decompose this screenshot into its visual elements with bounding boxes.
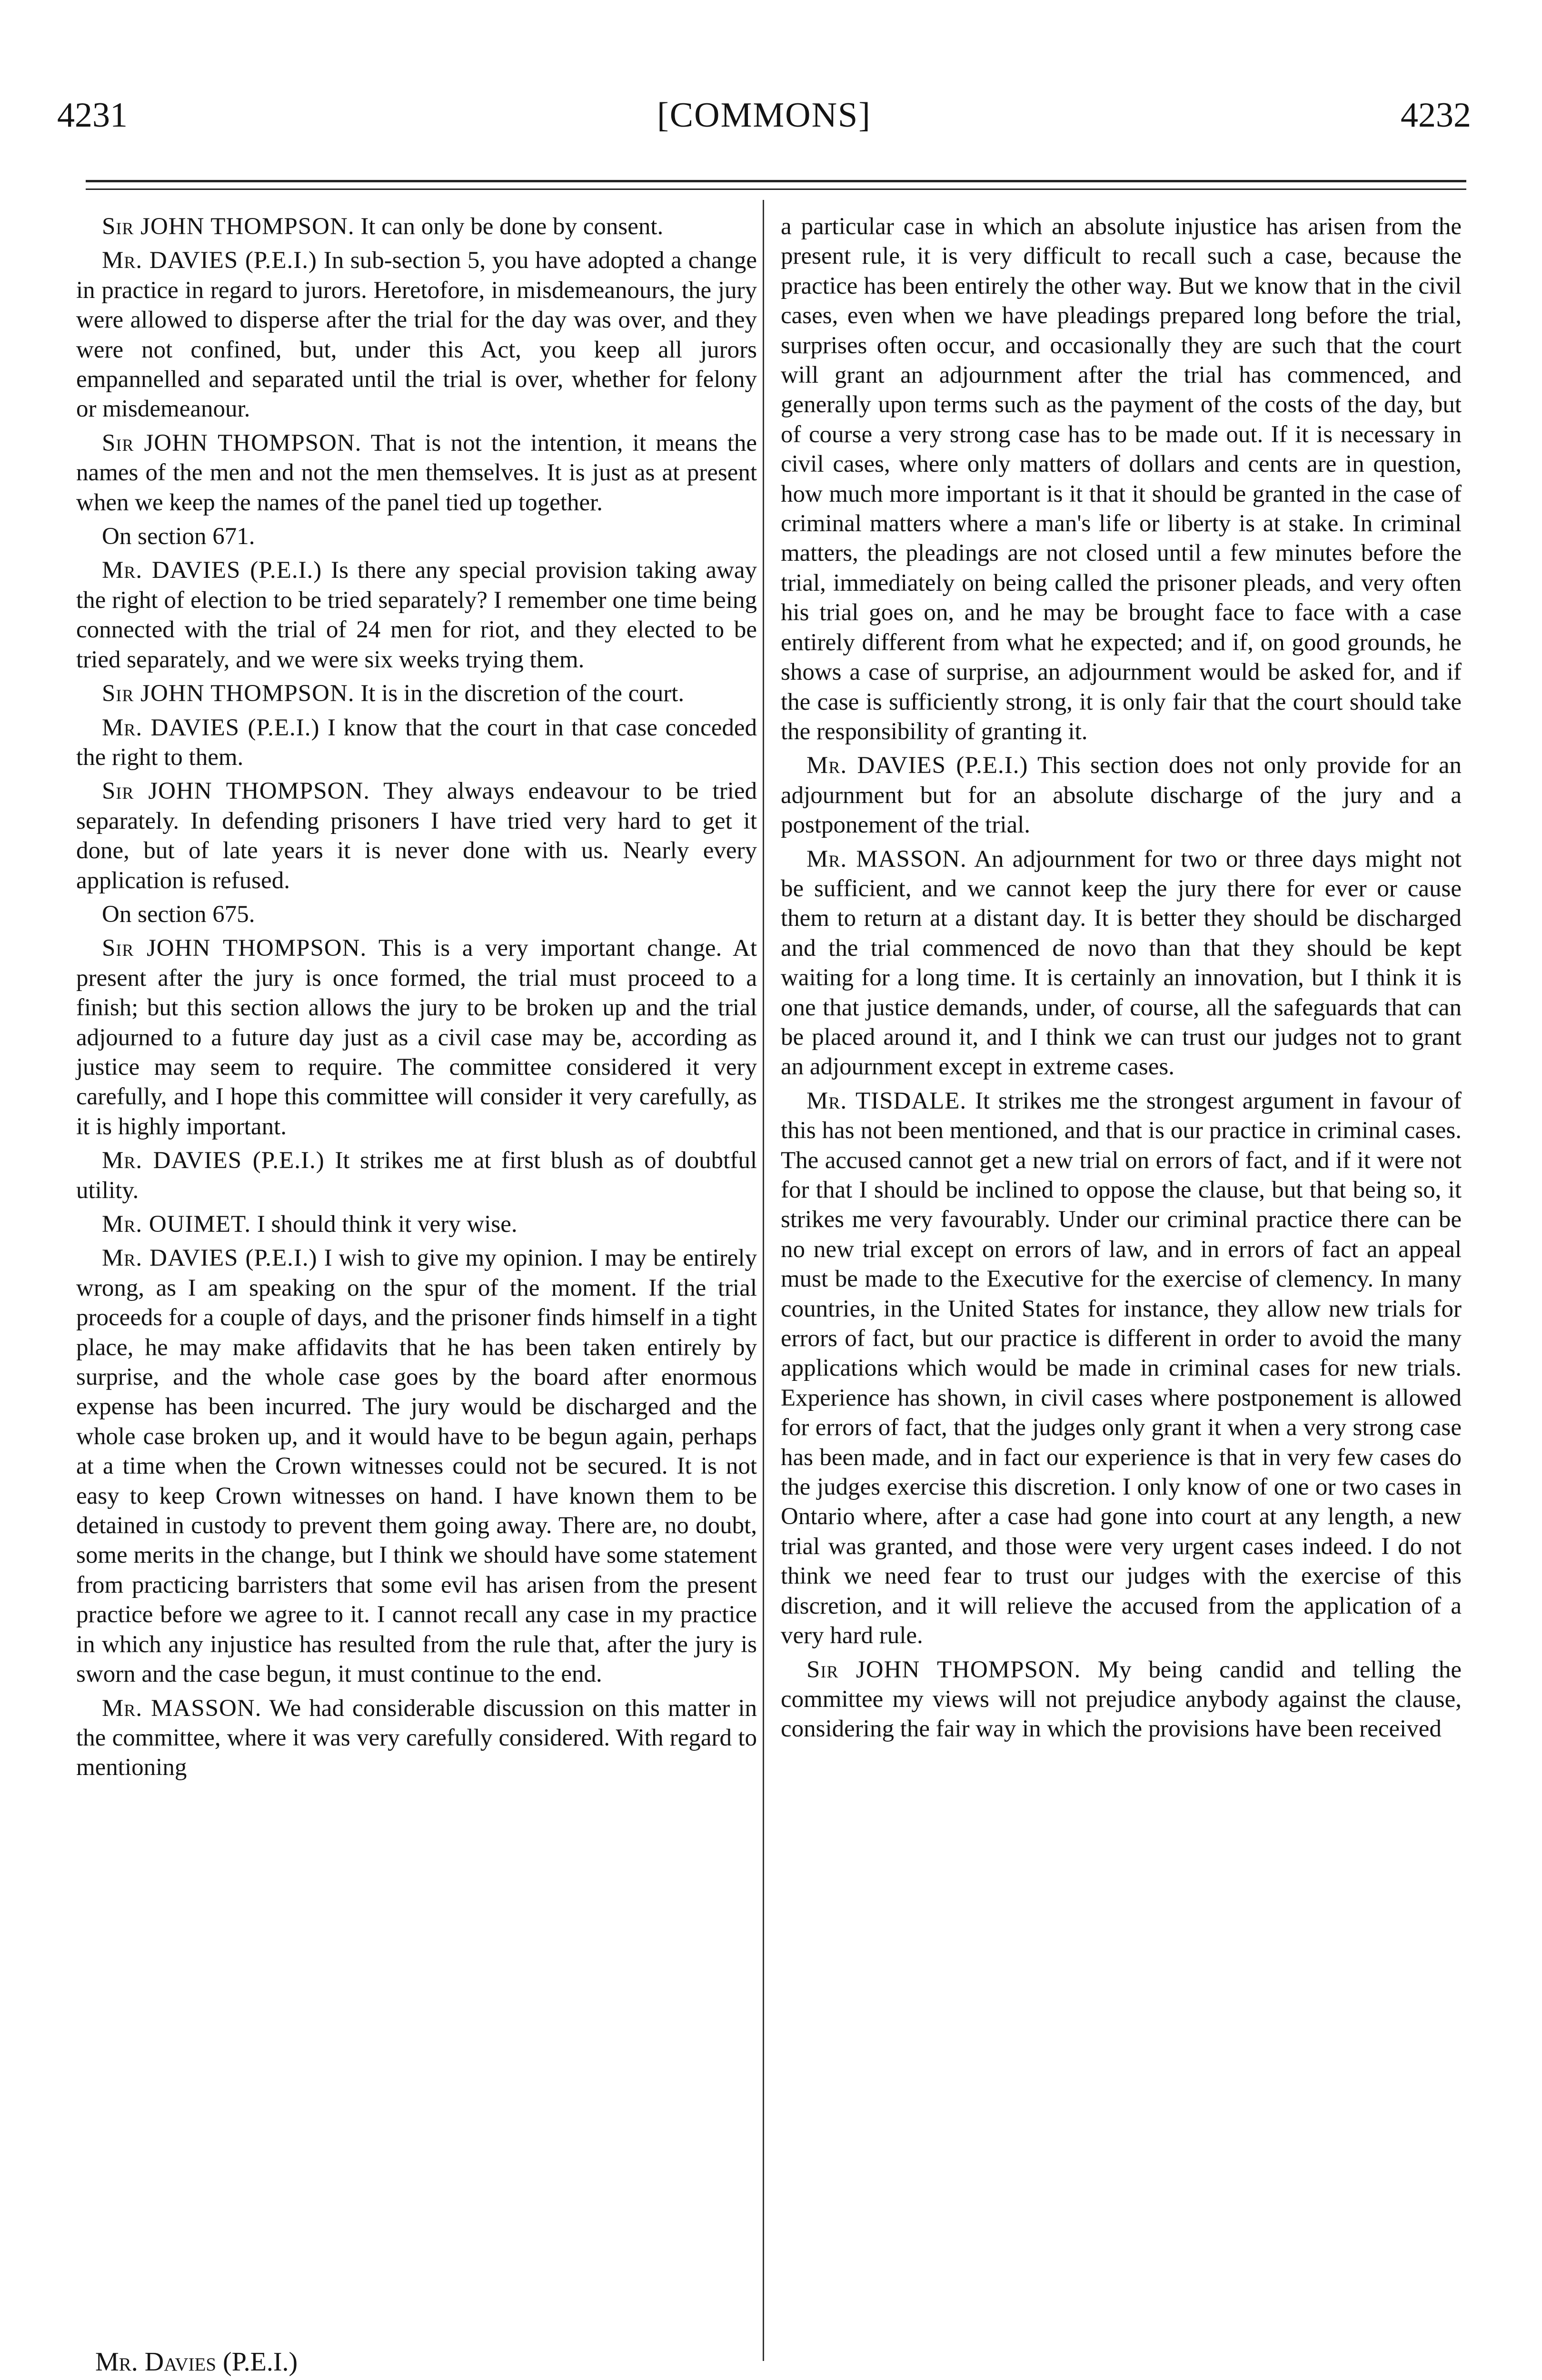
header-rule-bottom — [86, 188, 1466, 190]
speech-text: I wish to give my opinion. I may be entirely wrong, as I am speaking on the spur of the moment. If the trial proceeds for a couple of days, and the prisoner finds himself in a tight place, he may make affidavits that he has been taken entirely by surprise, and the whole case goes by the board after enormous expense has been incurred. The jury would be discharged and the whole case broken up, and it would have to be begun again, perhaps at a time when the Crown witnesses could not be secured. It is not easy to keep Crown witnesses on hand. I have known them to be detained in custody to prevent them going away. There are, no doubt, some merits in the change, but I think we should have some statement from practicing barristers that some evil has arisen from the present practice before we agree to it. I cannot recall any case in my practice in which any injustice has resulted from the rule that, after the jury is sworn and the case begun, it must continue to the end. — [76, 1245, 757, 1688]
paragraph — [76, 933, 757, 1141]
speaker-name: Mr. MASSON. — [806, 845, 967, 873]
speech-text: It strikes me the strongest argument in favour of this has not been mentioned, and that is our practice in criminal cases. The accused cannot get a new trial on errors of fact, and if it were not for that I should be inclined to oppose the clause, but that being so, it strikes me very favourably. Under our criminal practice there can be no new trial except on errors of law, and in errors of fact an appeal must be made to the Executive for the exercise of clemency. In many countries, in the United States for instance, they allow new trials for errors of fact, but our practice is different in order to avoid the many applications which would be made in criminal cases for new trials. Experience has shown, in civil cases where postponement is allowed for errors of fact, that the judges only grant it when a very strong case has been made, and in fact our experience is that in very few cases do the judges exercise this discretion. I only know of one or two cases in Ontario where, after a case had gone into court at any length, a new trial was granted, and those were very urgent cases indeed. I do not think we need fear to trust our judges with the exercise of this discretion, and it will relieve the accused from the application of a very hard rule. — [781, 1087, 1462, 1649]
left-page-number: 4231 — [57, 96, 128, 135]
section-title: [COMMONS] — [657, 96, 871, 135]
speaker-name: Sir JOHN THOMPSON. — [102, 429, 362, 456]
speaker-name: Mr. DAVIES (P.E.I.) — [102, 1147, 325, 1174]
speech-text: It strikes me at first blush as of doubtful utility. — [76, 1147, 757, 1204]
speech-text: We had considerable discussion on this matter in the committee, where it was very carefully considered. With regard to mentioning — [76, 1695, 757, 1781]
paragraph — [781, 1086, 1462, 1651]
paragraph — [781, 1655, 1462, 1744]
speaker-name: Sir JOHN THOMPSON. — [102, 778, 370, 805]
speaker-name: Mr. DAVIES (P.E.I.) — [806, 752, 1028, 779]
speaker-name: Sir JOHN THOMPSON. — [102, 213, 355, 240]
speaker-name: Mr. DAVIES (P.E.I.) — [102, 557, 322, 584]
paragraph — [76, 428, 757, 517]
paragraph — [76, 776, 757, 895]
paragraph — [76, 713, 757, 773]
paragraph — [76, 522, 757, 551]
paragraph — [76, 1243, 757, 1689]
paragraph — [781, 751, 1462, 840]
speech-text: They always endeavour to be tried separately. In defending prisoners I have tried very hard to get it done, but of late years it is never done with us. Nearly every application is refused. — [76, 778, 757, 894]
right-column — [781, 212, 1462, 1748]
speaker-name: Mr. MASSON. — [102, 1695, 262, 1722]
speech-text: a particular case in which an absolute injustice has arisen from the present rule, it is very difficult to recall such a case, because the practice has been entirely the other way. But we know that in the civil cases, even when we have pleadings prepared long before the trial, surprises often occur, and occasionally they are such that the court will grant an adjournment after the trial has commenced, and generally upon terms such as the payment of the costs of the day, but of course a very strong case has to be made out. If it is necessary in civil cases, where only matters of dollars and cents are in question, how much more important is it that it should be granted in the case of criminal matters where a man's life or liberty is at stake. In criminal matters, the pleadings are not closed until a few minutes before the trial, immediately on being called the prisoner pleads, and very often his trial goes on, and he may be brought face to face with a case entirely different from what he expected; and if, on good grounds, he shows a case of surprise, an adjournment would be asked for, and if the case is sufficiently strong, it is only fair that the court should take the responsibility of granting it. — [781, 213, 1462, 745]
section-heading: On section 675. — [102, 901, 255, 928]
speaker-name: Mr. OUIMET. — [102, 1211, 251, 1238]
section-heading: On section 671. — [102, 523, 255, 550]
speaker-name: Mr. DAVIES (P.E.I.) — [102, 1245, 318, 1272]
paragraph — [76, 1146, 757, 1205]
speaker-name: Sir JOHN THOMPSON. — [806, 1656, 1081, 1683]
header-rule-top — [86, 180, 1466, 182]
speech-text: That is not the intention, it means the names of the men and not the men themselves. It is just as at present when we keep the names of the panel tied up together. — [76, 429, 757, 516]
paragraph — [76, 679, 757, 708]
paragraph — [76, 555, 757, 674]
speech-text: This section does not only provide for an adjournment but for an absolute discharge of the jury and a postponement of the trial. — [781, 752, 1462, 839]
paragraph — [781, 844, 1462, 1082]
speech-text: My being candid and telling the committee my views will not prejudice anybody against the clause, considering the fair way in which the provisions have been received — [781, 1656, 1462, 1743]
paragraph — [76, 212, 757, 241]
paragraph — [76, 1210, 757, 1239]
paragraph — [76, 900, 757, 929]
column-divider — [763, 200, 764, 2361]
speech-text: It can only be done by consent. — [354, 213, 664, 240]
right-page-number: 4232 — [1401, 96, 1471, 135]
speech-text: In sub-section 5, you have adopted a change in practice in regard to jurors. Heretofore, in misdemeanours, the jury were allowed to disperse after the trial for the day was over, and they were not confined, but, under this Act, you keep all jurors empannelled and separated until the trial is over, whether for felony or misdemeanour. — [76, 247, 757, 423]
speaker-name: Sir JOHN THOMPSON. — [102, 680, 355, 707]
speech-text: This is a very important change. At present after the jury is once formed, the trial must proceed to a finish; but this section allows the jury to be broken up and the trial adjourned to a future day just as a civil case may be, according as justice may seem to require. The committee considered it very carefully, and I hope this committee will consider it very carefully, as it is highly important. — [76, 935, 757, 1140]
speech-text: I should think it very wise. — [251, 1211, 517, 1238]
speech-text: I know that the court in that case conceded the right to them. — [76, 714, 757, 771]
speech-text: It is in the discretion of the court. — [354, 680, 685, 707]
speech-text: Is there any special provision taking away the right of election to be tried separately? I remember one time being connected with the trial of 24 men for riot, and they elected to be tried separately, and we were six weeks trying them. — [76, 557, 757, 673]
speaker-name: Sir JOHN THOMPSON. — [102, 935, 367, 962]
speaker-name: Mr. DAVIES (P.E.I.) — [102, 247, 318, 274]
speech-text: An adjournment for two or three days might not be sufficient, and we cannot keep the jury there for ever or cause them to return at a distant day. It is better they should be discharged and the trial commenced de novo than that they should be kept waiting for a long time. It is certainly an innovation, but I think it is one that justice demands, under, of course, all the safeguards that can be placed around it, and I think we can trust our judges not to grant an adjournment except in extreme cases. — [781, 845, 1462, 1081]
paragraph — [76, 246, 757, 424]
paragraph — [76, 1694, 757, 1783]
page-header — [57, 95, 1471, 152]
speaker-name: Mr. DAVIES (P.E.I.) — [102, 714, 320, 741]
catchword: Mr. Davies (P.E.I.) — [95, 2347, 298, 2377]
speaker-name: Mr. TISDALE. — [806, 1087, 967, 1114]
paragraph — [781, 212, 1462, 746]
left-column — [76, 212, 757, 1787]
